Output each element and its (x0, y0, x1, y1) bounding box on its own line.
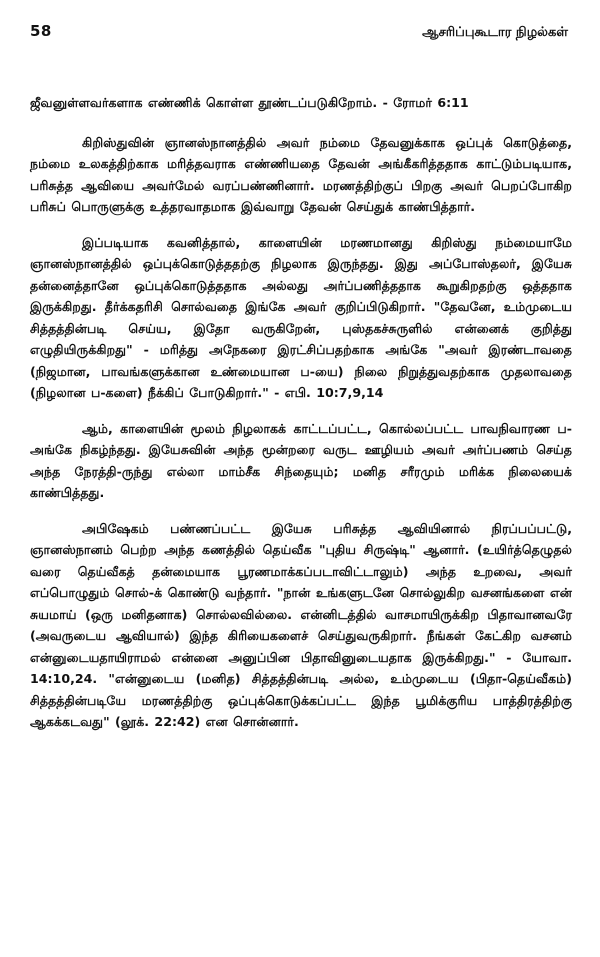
body-text (30, 92, 572, 733)
paragraph: இப்படியாக கவனித்தால், காளையின் மரணமானது கிறிஸ்து நம்மையாமே ஞானஸ்நானத்தில் ஒப்புக்கொடுத்ததற்கு நிழலாக இருந்தது. இது அப்போஸ்தலர், இயேசு தன்னைத்தானே ஒப்புக்கொடுத்ததாக அல்லது அர்ப்பணித்ததாக கூறுகிறதற்கு ஒத்ததாக இருக்கிறது. தீர்க்கதரிசி சொல்வதை இங்கே அவர் குறிப்பிடுகிறார். "தேவனே, உம்முடைய சித்தத்தின்படி செய்ய, இதோ வருகிறேன், புஸ்தகச்சுருளில் என்னைக் குறித்து எழுதியிருக்கிறது" - மரித்து அநேகரை இரட்சிப்பதற்காக அங்கே "அவர் இரண்டாவதை (நிஜமான, பாவங்களுக்கான உண்மையான ப-யை) நிலை நிறுத்துவதற்காக முதலாவதை (நிழலான ப-களை) நீக்கிப் போடுகிறார்." - எபி. 10:7,9,14 (30, 234, 572, 400)
paragraph-continuation: ஜீவனுள்ளவர்களாக எண்ணிக் கொள்ள தூண்டப்படுகிறோம். - ரோமர் 6:11 (30, 95, 469, 110)
paragraph: அபிஷேகம் பண்ணப்பட்ட இயேசு பரிசுத்த ஆவியினால் நிரப்பப்பட்டு, ஞானஸ்நானம் பெற்ற அந்த கணத்தில் தெய்வீக "புதிய சிருஷ்டி" ஆனார். (உயிர்த்தெழுதல் வரை தெய்வீகத் தன்மையாக பூரணமாக்கப்படாவிட்டாலும்) அந்த உறவை, அவர் எப்பொழுதும் சொல்-க் கொண்டு வந்தார். "நான் உங்களுடனே சொல்லுகிற வசனங்களை என் சுயமாய் (ஒரு மனிதனாக) சொல்லவில்லை. என்னிடத்தில் வாசமாயிருக்கிற பிதாவானவரே (அவருடைய ஆவியால்) இந்த கிரியைகளைச் செய்துவருகிறார். நீங்கள் கேட்கிற வசனம் என்னுடையதாயிராமல் என்னை அனுப்பின பிதாவினுடையதாக இருக்கிறது." - யோவா. 14:10,24. "என்னுடைய (மனித) சித்தத்தின்படி அல்ல, உம்முடைய (பிதா-தெய்வீகம்) சித்தத்தின்படியே மரணத்திற்கு ஒப்புக்கொடுக்கப்பட்ட இந்த பூமிக்குரிய பாத்திரத்திற்கு ஆகக்கடவது" (லூக். 22:42) என சொன்னார். (30, 520, 572, 729)
paragraph: கிறிஸ்துவின் ஞானஸ்நானத்தில் அவர் நம்மை தேவனுக்காக ஒப்புக் கொடுத்தை, நம்மை உலகத்திற்காக மரித்தவராக எண்ணியதை தேவன் அங்கீகரித்ததாக காட்டும்படியாக, பரிசுத்த ஆவியை அவர்மேல் வரப்பண்ணினார். மரணத்திற்குப் பிறகு அவர் பெறப்போகிற பரிசுப் பொருளுக்கு உத்தரவாதமாக இவ்வாறு தேவன் செய்துக் காண்பித்தார். (30, 134, 572, 214)
running-title: ஆசரிப்புகூடார நிழல்கள் (422, 25, 568, 40)
page-number: 58 (30, 22, 52, 40)
page-header (30, 22, 572, 58)
paragraph: ஆம், காளையின் மூலம் நிழலாகக் காட்டப்பட்ட, கொல்லப்பட்ட பாவநிவாரண ப- அங்கே நிகழ்ந்தது. இயேசுவின் அந்த மூன்றரை வருட ஊழியம் அவர் அர்ப்பணம் செய்த அந்த நேரத்தி-ருந்து எல்லா மாம்சீக சிந்தையும்; மனித சரீரமும் மரிக்க நிலையைக் காண்பித்தது. (30, 420, 572, 500)
